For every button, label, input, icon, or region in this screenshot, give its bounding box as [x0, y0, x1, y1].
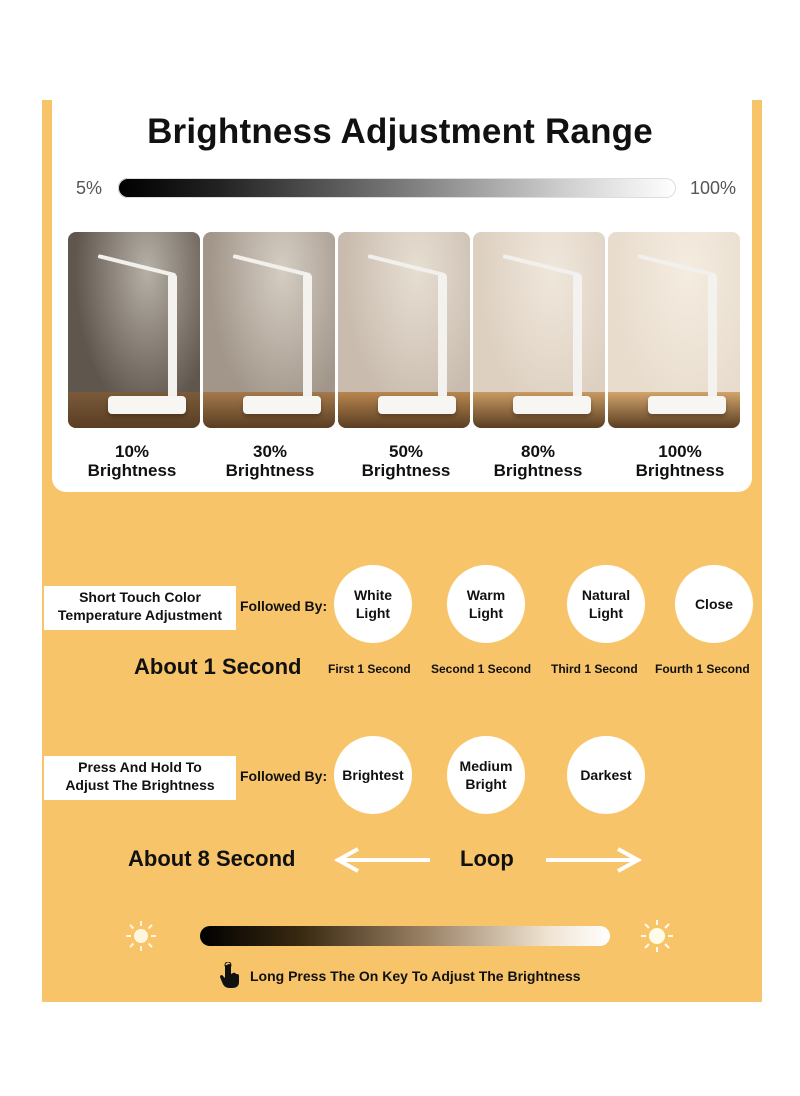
- lamp-photo-80: [473, 232, 605, 428]
- arrow-left-icon: [332, 846, 432, 874]
- footnote-text: Long Press The On Key To Adjust The Brightness: [250, 968, 581, 984]
- press-hold-tag: Press And Hold To Adjust The Brightness: [44, 756, 236, 800]
- sun-dim-icon: [124, 919, 158, 953]
- lamp-label-50: 50% Brightness: [361, 442, 451, 480]
- bottom-brightness-gradient-bar: [200, 926, 610, 946]
- hand-press-icon: [218, 962, 242, 990]
- short-touch-tag: Short Touch Color Temperature Adjustment: [44, 586, 236, 630]
- white-light-circle: White Light: [334, 565, 412, 643]
- loop-label: Loop: [460, 846, 514, 871]
- lamp-photo-row: [68, 232, 740, 428]
- darkest-circle: Darkest: [567, 736, 645, 814]
- warm-light-circle: Warm Light: [447, 565, 525, 643]
- medium-bright-circle: Medium Bright: [447, 736, 525, 814]
- short-touch-followed-label: Followed By:: [240, 598, 328, 614]
- short-touch-duration: About 1 Second: [134, 654, 302, 679]
- range-max-label: 100%: [690, 178, 737, 198]
- arrow-right-icon: [544, 846, 644, 874]
- press-hold-followed-label: Followed By:: [240, 768, 328, 784]
- close-circle: Close: [675, 565, 753, 643]
- brightest-circle: Brightest: [334, 736, 412, 814]
- timing-fourth: Fourth 1 Second: [655, 662, 750, 676]
- range-min-label: 5%: [76, 178, 103, 198]
- sun-bright-icon: [640, 919, 674, 953]
- timing-second: Second 1 Second: [431, 662, 532, 676]
- page-title: Brightness Adjustment Range: [147, 112, 653, 151]
- lamp-photo-10: [68, 232, 200, 428]
- lamp-label-10: 10% Brightness: [87, 442, 177, 480]
- lamp-label-100: 100% Brightness: [635, 442, 725, 480]
- press-hold-duration: About 8 Second: [128, 846, 296, 871]
- timing-third: Third 1 Second: [551, 662, 638, 676]
- lamp-label-80: 80% Brightness: [493, 442, 583, 480]
- lamp-photo-30: [203, 232, 335, 428]
- timing-first: First 1 Second: [328, 662, 411, 676]
- natural-light-circle: Natural Light: [567, 565, 645, 643]
- brightness-gradient-bar: [118, 178, 676, 198]
- lamp-label-30: 30% Brightness: [225, 442, 315, 480]
- lamp-photo-100: [608, 232, 740, 428]
- lamp-photo-50: [338, 232, 470, 428]
